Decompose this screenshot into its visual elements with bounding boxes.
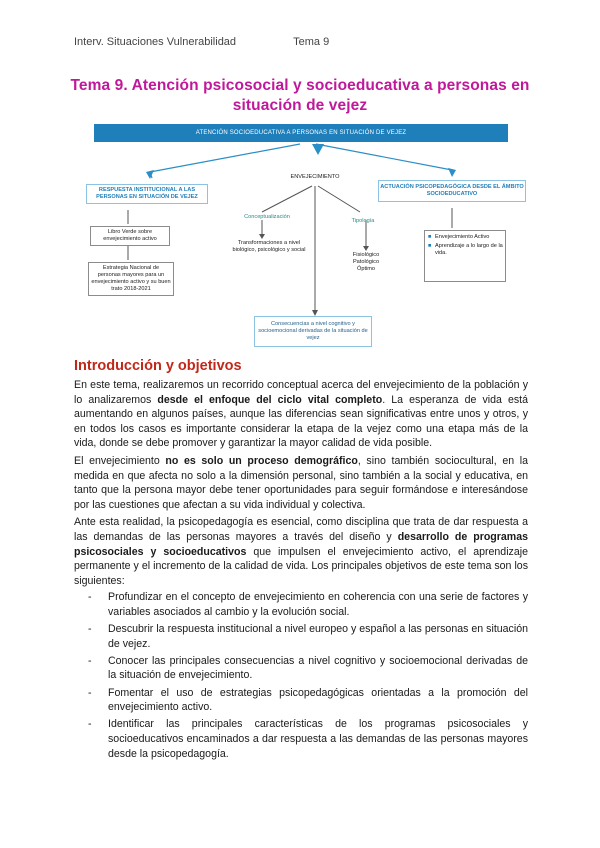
connector-concept [262,186,312,212]
paragraph-3: Ante esta realidad, la psicopedagogía es esencial, como disciplina que trata de dar respuesta a las demandas de las personas mayores a través del diseño y desarrollo de programas psicosociales y socioeducativos que impulsen el envejecimiento activo, el aprendizaje permanente y el incremento de la calidad de vida. Los principales objetivos de este tema son los siguientes: [74,516,528,587]
arrow-left-icon [146,170,154,179]
objectives-list [74,590,528,761]
objective-item: - Profundizar en el concepto de envejecimiento en coherencia con una serie de factores y variables asociados al cambio y la evolución social. [88,591,528,618]
intro-heading: Introducción y objetivos [74,358,242,374]
page-header [74,36,329,48]
bullet-icon: ■ [428,234,432,240]
intro-body [74,378,528,764]
paragraph-2: El envejecimiento no es solo un proceso demográfico, sino también sociocultural, en la medida en que afecta no solo a la dimensión personal, sino también a la social y educativa, en tanto que la persona mayor debe tener oportunidades para seguir formándose e interesándose por las cuestiones que afectan a su vida individual y colectiva. [74,454,528,511]
lifelong-learning-item: ■ Aprendizaje a lo largo de la vida. [428,243,503,256]
arrow-down-icon [312,144,324,155]
active-ageing-box [424,230,506,282]
typology-text: Fisiológico Patológico Óptimo [352,252,380,272]
arrow-right-icon [448,168,456,177]
objective-item: - Fomentar el uso de estrategias psicopedagógicas orientadas a la promoción del envejecimiento activo. [88,686,528,714]
national-strategy-box: Estrategia Nacional de personas mayores para un envejecimiento activo y su buen trato 2018-2021 [88,262,174,296]
diagram-top-bar: ATENCIÓN SOCIOEDUCATIVA A PERSONAS EN SITUACIÓN DE VEJEZ [94,124,508,142]
connector-tipologia [318,186,360,212]
header-subject: Interv. Situaciones Vulnerabilidad [74,36,237,48]
bullet-icon: ■ [428,243,432,249]
psychopedagogical-action-box: ACTUACIÓN PSICOPEDAGÓGICA DESDE EL ÁMBITO SOCIOEDUCATIVO [378,180,526,202]
page-title: Tema 9. Atención psicosocial y socioeducativa a personas en situación de vejez [70,77,530,114]
green-book-box: Libro Verde sobre envejecimiento activo [90,226,170,246]
ageing-node: ENVEJECIMIENTO [290,174,340,180]
connector-right [316,144,452,170]
objective-item: - Conocer las principales consecuencias a nivel cognitivo y socioemocional derivadas de la situación de envejecimiento. [88,654,528,682]
conceptualization-label: Conceptualización [244,214,290,220]
objective-item: - Descubrir la respuesta institucional a nivel europeo y español a las personas en situación de vejez. [88,623,528,650]
objective-item: - Identificar las principales características de los programas psicosociales y socioeducativos encaminados a dar respuesta a las demandas de las personas mayores desde la psicopedagogía. [88,718,528,760]
institutional-response-box: RESPUESTA INSTITUCIONAL A LAS PERSONAS EN SITUACIÓN DE VEJEZ [86,184,208,204]
connector-left [150,144,300,172]
paragraph-1: En este tema, realizaremos un recorrido conceptual acerca del envejecimiento de la población y lo analizaremos desde el enfoque del ciclo vital completo. La esperanza de vida está aumentando en algunos países, aunque las diferencias sean significativas entre unos y otros, y en todos los casos es importante considerar la etapa de la vejez como una etapa más de la vida, donde se debe promover y garantizar la mayor calidad de vida posible. [74,379,528,450]
header-topic: Tema 9 [293,36,330,48]
consequences-box: Consecuencias a nivel cognitivo y socioemocional derivadas de la situación de vejez [254,316,372,347]
active-ageing-item: ■ Envejecimiento Activo [428,234,490,240]
conceptualization-text: Transformaciones a nivel biológico, psicológico y social [232,240,306,253]
typology-label: Tipología [351,218,375,224]
concept-diagram [0,124,600,354]
